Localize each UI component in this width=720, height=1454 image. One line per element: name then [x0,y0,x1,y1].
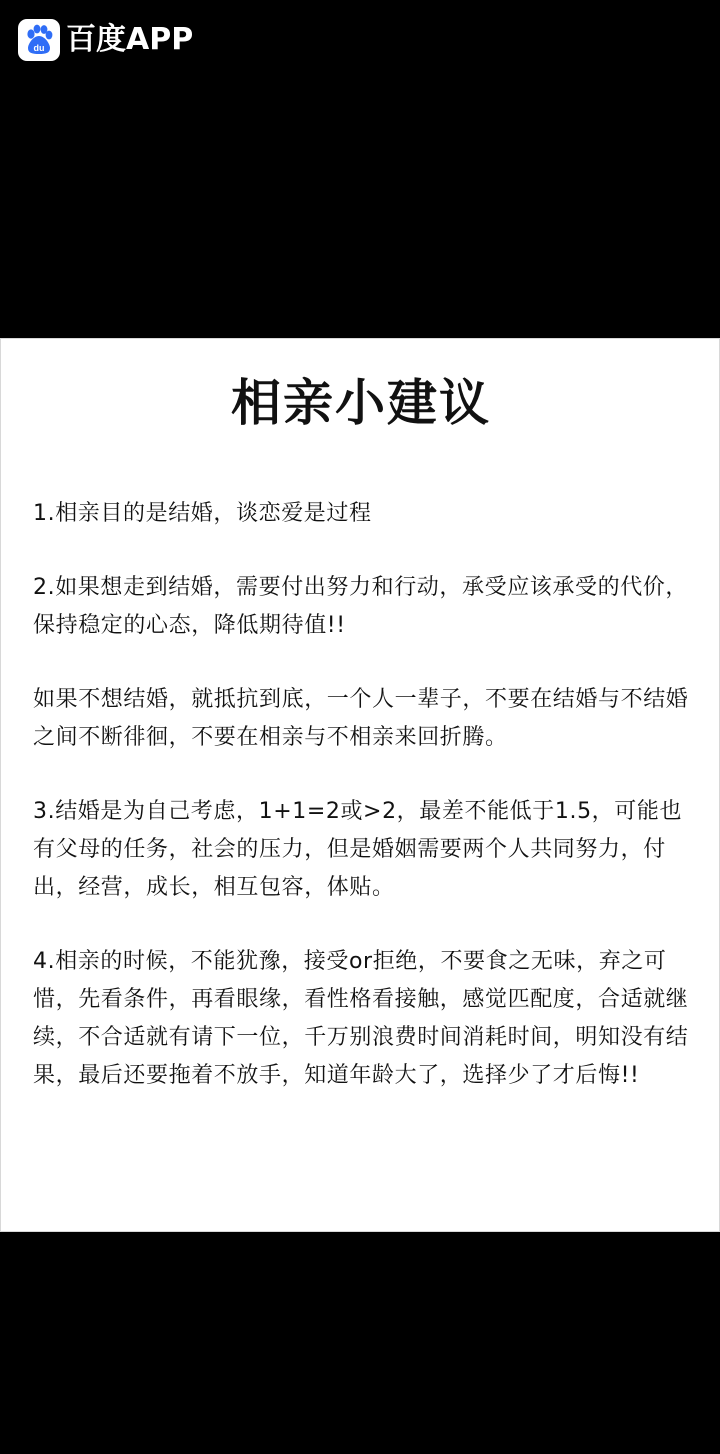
logo-badge-text: du [33,43,45,53]
baidu-app-watermark [18,18,193,62]
article-sheet [0,338,720,1232]
watermark-text: 百度APP [66,22,194,57]
paragraph-2: 2.如果想走到结婚，需要付出努力和行动，承受应该承受的代价，保持稳定的心态，降低期待值!! [33,575,688,638]
paragraph-5: 4.相亲的时候，不能犹豫，接受or拒绝，不要食之无味，弃之可惜，先看条件，再看眼缘，看性格看接触，感觉匹配度，合适就继续，不合适就有请下一位，千万别浪费时间消耗时间，明知没有结果，最后还要拖着不放手，知道年龄大了，选择少了才后悔!! [33,949,689,1088]
paragraph-1: 1.相亲目的是结婚，谈恋爱是过程 [33,501,372,526]
paragraph-3: 如果不想结婚，就抵抗到底，一个人一辈子，不要在结婚与不结婚之间不断徘徊，不要在相亲与不相亲来回折腾。 [33,687,689,750]
paragraph-4: 3.结婚是为自己考虑，1+1=2或>2，最差不能低于1.5，可能也有父母的任务，社会的压力，但是婚姻需要两个人共同努力，付出，经营，成长，相互包容，体贴。 [33,799,683,900]
article-title: 相亲小建议 [231,374,491,432]
baidu-paw-icon [18,19,60,61]
article-content [33,495,695,1131]
